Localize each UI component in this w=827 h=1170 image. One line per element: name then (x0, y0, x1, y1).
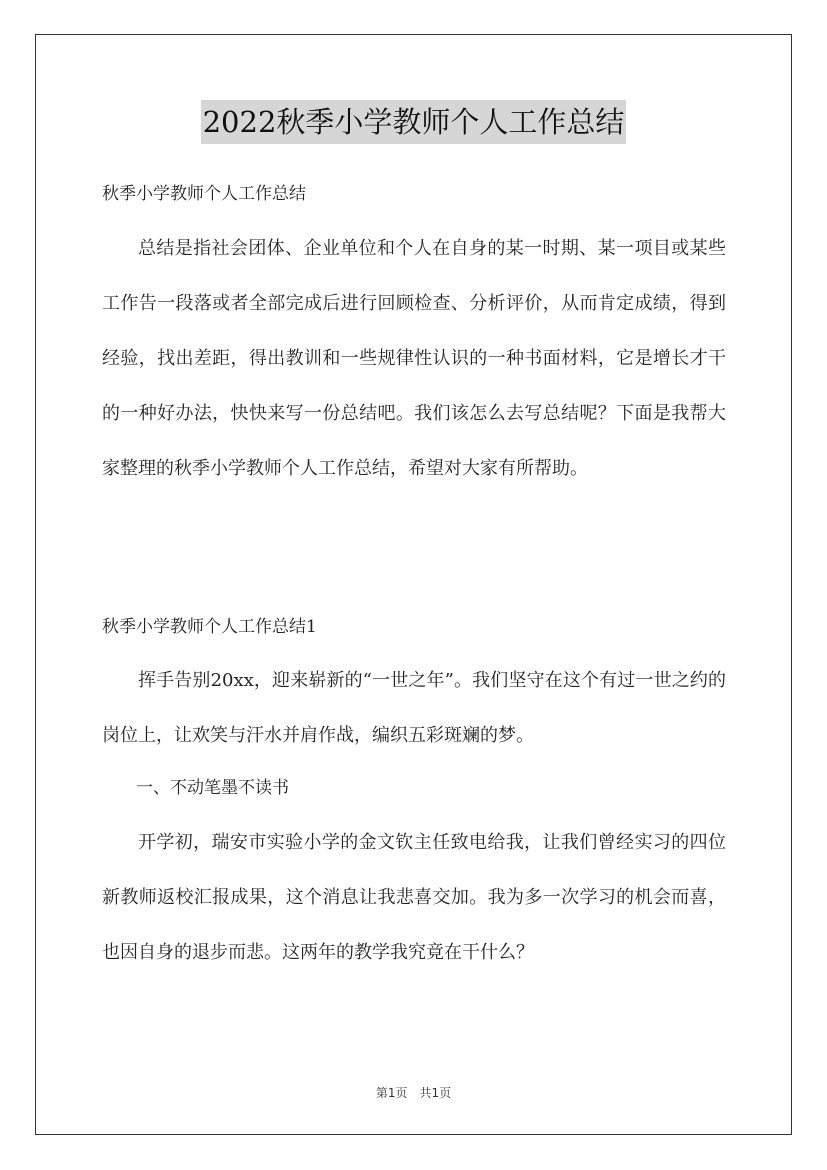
intro-paragraph: 总结是指社会团体、企业单位和个人在自身的某一时期、某一项目或某些工作告一段落或者全部完成后进行回顾检查、分析评价，从而肯定成绩，得到经验，找出差距，得出教训和一些规律性认识的一种书面材料，它是增长才干的一种好办法，快快来写一份总结吧。我们该怎么去写总结呢？下面是我帮大家整理的秋季小学教师个人工作总结，希望对大家有所帮助。 (102, 238, 726, 479)
section1-paragraph-1: 挥手告别20xx，迎来崭新的“一世之年”。我们坚守在这个有过一世之约的岗位上，让欢笑与汗水并肩作战，编织五彩斑斓的梦。 (102, 670, 726, 746)
page-footer: 第1页 共1页 (375, 1086, 452, 1100)
section1-heading: 秋季小学教师个人工作总结1 (102, 617, 317, 637)
document-subtitle: 秋季小学教师个人工作总结 (102, 184, 306, 204)
section1-paragraph-2: 开学初，瑞安市实验小学的金文钦主任致电给我，让我们曾经实习的四位新教师返校汇报成果，这个消息让我悲喜交加。我为多一次学习的机会而喜，也因自身的退步而悲。这两年的教学我究竟在干什么？ (102, 832, 726, 963)
title-container (0, 100, 827, 144)
section1-subheading: 一、不动笔墨不读书 (136, 778, 289, 798)
document-title: 2022秋季小学教师个人工作总结 (201, 100, 627, 144)
